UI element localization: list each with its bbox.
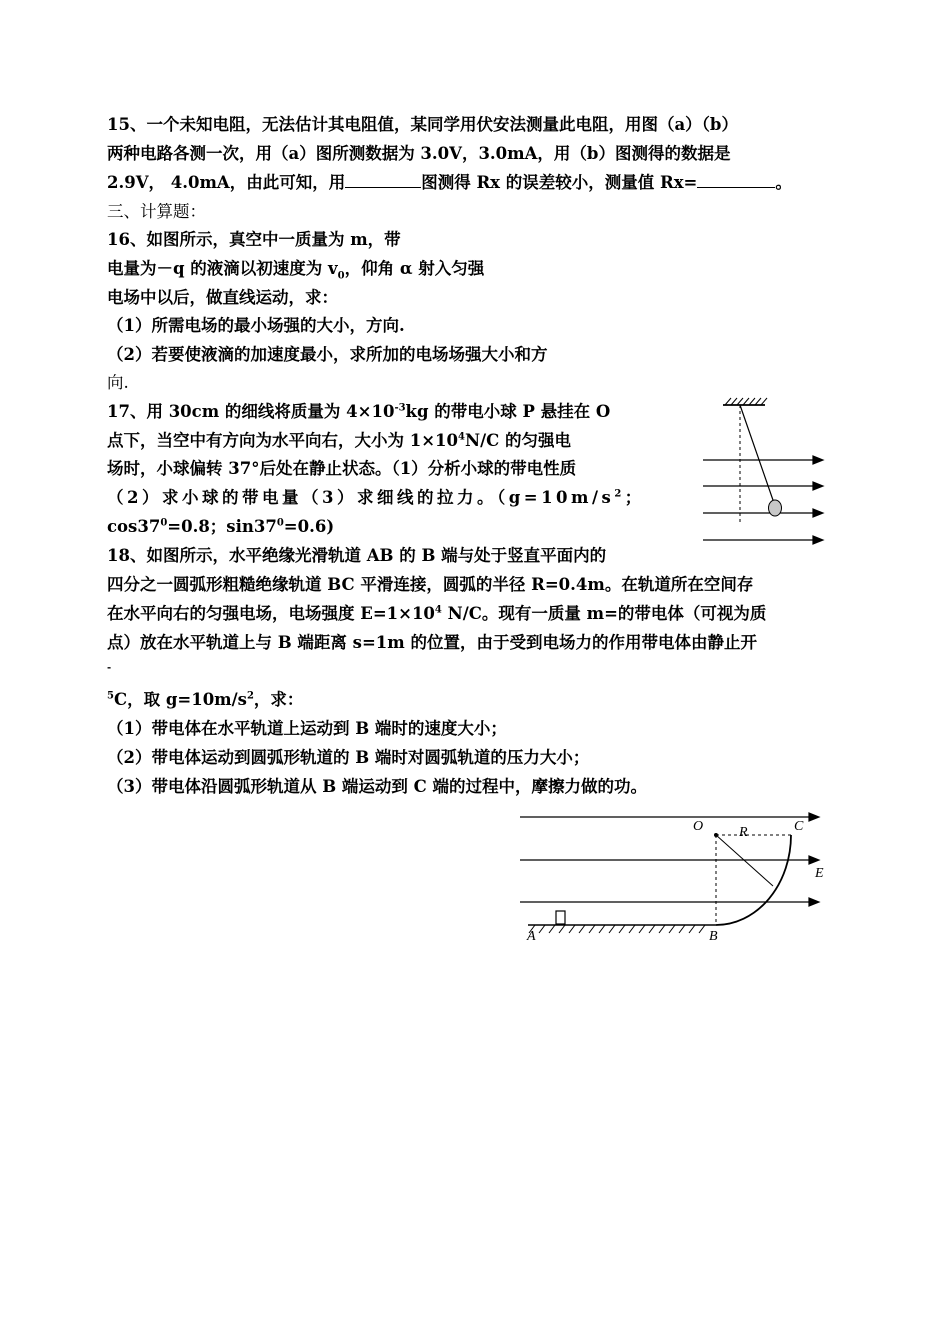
label-o: O xyxy=(693,819,704,834)
q18-text: 在水平向右的匀强电场，电场强度 E=1×10 xyxy=(107,604,435,623)
q18-text: N/C。现有一质量 m=的带电体（可视为质 xyxy=(441,604,767,623)
label-e: E xyxy=(815,866,824,881)
q17-text: 点下，当空中有方向为水平向右，大小为 1×10 xyxy=(107,431,459,450)
field-lines xyxy=(703,456,823,544)
q15-text: 图测得 Rx 的误差较小，测量值 Rx= xyxy=(421,173,698,192)
q16-line-5: （2）若要使液滴的加速度最小，求所加的电场场强大小和方 xyxy=(107,345,548,364)
subscript: 0 xyxy=(337,270,345,282)
q15-line-2: 两种电路各测一次，用（a）图所测数据为 3.0V，3.0mA，用（b）图测得的数据是 xyxy=(107,144,731,163)
superscript: 0 xyxy=(160,517,168,529)
charged-block xyxy=(556,911,565,924)
charged-ball xyxy=(769,500,782,516)
q15-line-1: 15、一个未知电阻，无法估计其电阻值，某同学用伏安法测量此电阻，用图（a）（b） xyxy=(107,115,738,134)
q18-line-1: 18、如图所示，水平绝缘光滑轨道 AB 的 B 端与处于竖直平面内的 xyxy=(107,546,607,565)
q16-line-2 xyxy=(107,258,484,280)
q17-text: 17、用 30cm 的细线将质量为 4×10 xyxy=(107,402,395,421)
superscript: 5 xyxy=(107,690,114,702)
q18-line-3 xyxy=(107,603,766,625)
q15-line-3 xyxy=(107,172,792,194)
answer-blank-2[interactable] xyxy=(697,172,775,188)
q18-item-3: （3）带电体沿圆弧形轨道从 B 端运动到 C 端的过程中，摩擦力做的功。 xyxy=(107,777,648,796)
q18-line-6 xyxy=(107,689,303,711)
q18-text: ，求： xyxy=(253,690,304,709)
track-figure xyxy=(515,808,835,950)
q18-line-2: 四分之一圆弧形粗糙绝缘轨道 BC 平滑连接，圆弧的半径 R=0.4m。在轨道所在空间存 xyxy=(107,575,754,594)
q18-text: C，取 g=10m/s xyxy=(113,690,247,709)
q17-text: kg 的带电小球 P 悬挂在 O xyxy=(405,402,611,421)
ceiling-hatch xyxy=(725,398,767,405)
label-c: C xyxy=(794,819,804,834)
superscript: - xyxy=(107,662,112,674)
q17-text: cos37 xyxy=(107,517,161,536)
q18-line-4: 点）放在水平轨道上与 B 端距离 s=1m 的位置，由于受到电场力的作用带电体由静止开 xyxy=(107,633,757,652)
superscript: 2 xyxy=(246,690,254,702)
arc-track xyxy=(716,835,791,925)
q17-line-2 xyxy=(107,430,571,452)
section-heading: 三、计算题： xyxy=(107,202,206,221)
q16-line-3: 电场中以后，做直线运动，求： xyxy=(107,288,338,307)
q18-line-5 xyxy=(107,661,111,683)
ground-hatch xyxy=(529,925,705,933)
superscript: 0 xyxy=(276,517,284,529)
label-r: R xyxy=(739,825,748,840)
pendulum-figure xyxy=(695,393,830,553)
q17-text: =0.8；sin37 xyxy=(167,517,277,536)
superscript: 4 xyxy=(458,431,465,443)
q17-text: ； xyxy=(624,488,645,507)
superscript: 4 xyxy=(434,604,442,616)
center-point xyxy=(714,833,718,837)
q18-item-1: （1）带电体在水平轨道上运动到 B 端时的速度大小； xyxy=(107,719,507,738)
q17-text: N/C 的匀强电 xyxy=(464,431,571,450)
answer-blank-1[interactable] xyxy=(345,172,421,188)
q16-line-6: 向. xyxy=(107,373,129,392)
q17-line-3: 场时，小球偏转 37°后处在静止状态。（1）分析小球的带电性质 xyxy=(107,459,577,478)
superscript: 2 xyxy=(614,488,625,500)
label-a: A xyxy=(527,929,536,944)
q16-line-4: （1）所需电场的最小场强的大小，方向. xyxy=(107,316,405,335)
q15-text: 。 xyxy=(775,173,792,192)
q16-text: ，仰角 α 射入匀强 xyxy=(344,259,485,278)
q16-line-1: 16、如图所示，真空中一质量为 m，带 xyxy=(107,230,401,249)
string-line xyxy=(740,405,774,503)
q17-line-1 xyxy=(107,401,610,423)
superscript: -3 xyxy=(394,402,406,414)
q17-text: =0.6) xyxy=(283,517,335,536)
q17-line-4 xyxy=(107,487,645,509)
q18-item-2: （2）带电体运动到圆弧形轨道的 B 端时对圆弧轨道的压力大小； xyxy=(107,748,590,767)
q17-line-5 xyxy=(107,516,334,538)
q17-text: （2）求小球的带电量（3）求细线的拉力。（g=10m/s xyxy=(107,488,615,507)
q16-text: 电量为－q 的液滴以初速度为 v xyxy=(107,259,338,278)
label-b: B xyxy=(709,929,718,944)
q15-text: 2.9V， 4.0mA，由此可知，用 xyxy=(107,173,346,192)
